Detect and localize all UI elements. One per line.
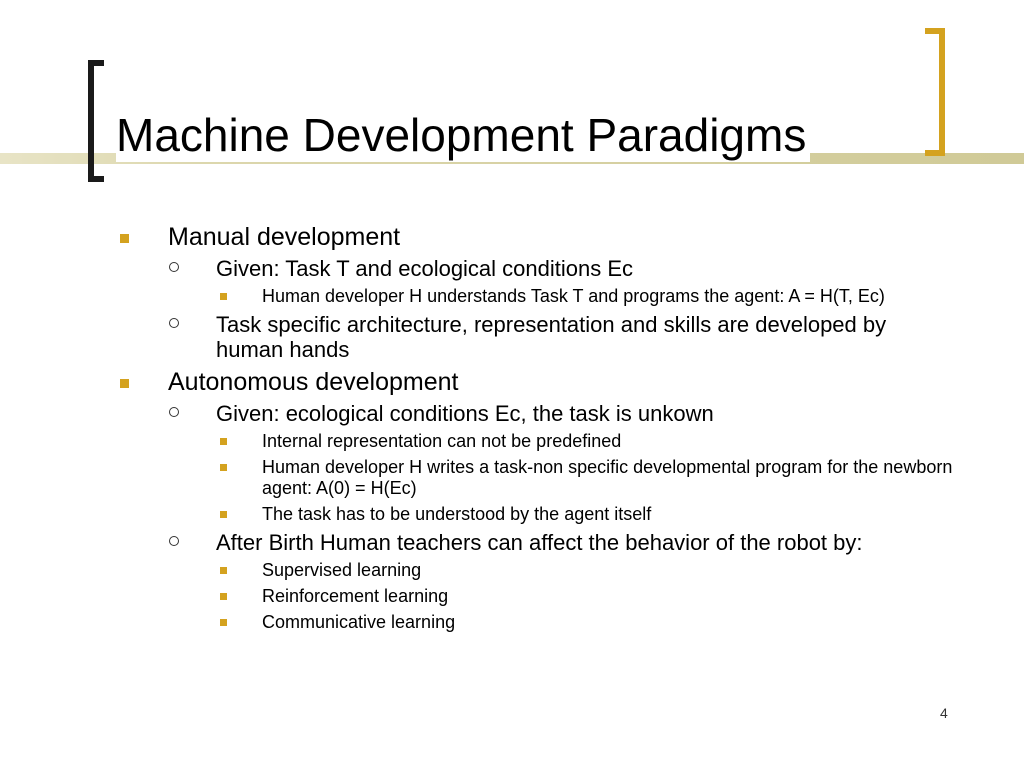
right-bracket-decoration	[925, 28, 945, 156]
bullet-item: Supervised learning	[116, 560, 956, 581]
square-bullet-icon	[120, 379, 129, 388]
square-bullet-icon	[220, 619, 227, 626]
circle-bullet-icon	[169, 407, 179, 417]
square-bullet-icon	[220, 464, 227, 471]
circle-bullet-icon	[169, 318, 179, 328]
bullet-item: Human developer H understands Task T and programs the agent: A = H(T, Ec)	[116, 286, 956, 307]
bullet-item: Internal representation can not be predefined	[116, 431, 956, 452]
bullet-item: Autonomous development	[116, 367, 956, 397]
bullet-item: Manual development	[116, 222, 956, 252]
bullet-item: Task specific architecture, representation and skills are developed by human hands	[116, 312, 956, 362]
slide-title: Machine Development Paradigms	[116, 108, 810, 162]
square-bullet-icon	[220, 293, 227, 300]
square-bullet-icon	[220, 511, 227, 518]
square-bullet-icon	[220, 567, 227, 574]
page-number: 4	[940, 705, 948, 721]
bullet-item: Reinforcement learning	[116, 586, 956, 607]
bullet-item: After Birth Human teachers can affect the behavior of the robot by:	[116, 530, 956, 555]
circle-bullet-icon	[169, 536, 179, 546]
bullet-item: The task has to be understood by the agent itself	[116, 504, 956, 525]
bullet-list	[116, 222, 956, 638]
square-bullet-icon	[220, 593, 227, 600]
bullet-item: Communicative learning	[116, 612, 956, 633]
bullet-item: Given: Task T and ecological conditions Ec	[116, 256, 956, 281]
square-bullet-icon	[220, 438, 227, 445]
circle-bullet-icon	[169, 262, 179, 272]
bullet-item: Given: ecological conditions Ec, the task is unkown	[116, 401, 956, 426]
bullet-item: Human developer H writes a task-non specific developmental program for the newborn agent: A(0) = H(Ec)	[116, 457, 956, 499]
square-bullet-icon	[120, 234, 129, 243]
left-bracket-decoration	[88, 60, 104, 182]
